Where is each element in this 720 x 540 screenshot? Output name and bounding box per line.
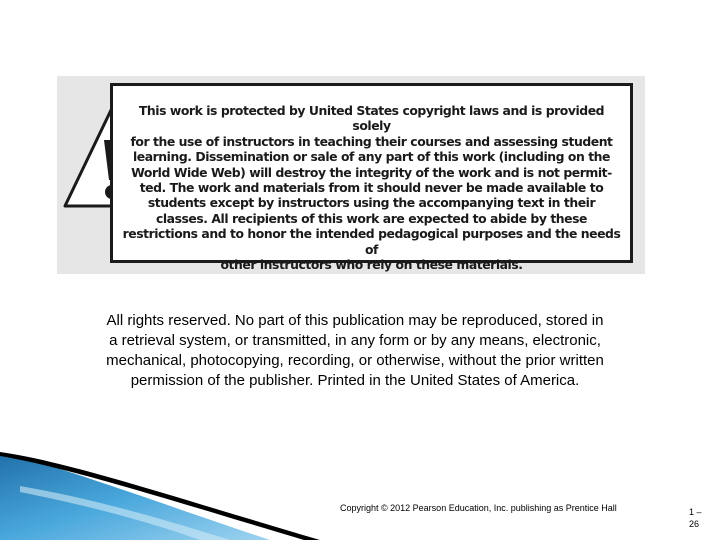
slide-number [689, 506, 709, 530]
notice-line: students except by instructors using the accompanying text in their [147, 195, 596, 211]
rights-line: mechanical, photocopying, recording, or otherwise, without the prior written [106, 352, 604, 369]
rights-line: All rights reserved. No part of this publication may be reproduced, stored in [106, 312, 604, 329]
copyright-notice-box [110, 83, 633, 273]
copyright-notice-text [113, 86, 630, 272]
copyright-footer-text: Copyright © 2012 Pearson Education, Inc. publishing as Prentice Hall [340, 503, 617, 513]
notice-line: This work is protected by United States copyright laws and is provided solely [138, 103, 605, 134]
slide-number-line: 1 – [689, 507, 702, 517]
corner-swoosh-graphic [0, 452, 330, 540]
slide-number-line: 26 [689, 519, 700, 529]
rights-line: a retrieval system, or transmitted, in any form or by any means, electronic, [109, 332, 601, 349]
rights-reserved-text [58, 311, 652, 391]
notice-line: ted. The work and materials from it should never be made available to [139, 180, 604, 196]
notice-line: for the use of instructors in teaching their courses and assessing student [130, 133, 613, 149]
copyright-notice-panel [57, 76, 645, 274]
notice-line: learning. Dissemination or sale of any part of this work (including on the [132, 149, 611, 165]
rights-line: permission of the publisher. Printed in the United States of America. [130, 372, 580, 389]
notice-line: World Wide Web) will destroy the integrity of the work and is not permit- [131, 164, 612, 180]
notice-line: restrictions and to honor the intended pedagogical purposes and the needs of [122, 226, 621, 257]
notice-line: other instructors who rely on these materials. [220, 257, 523, 273]
notice-line: classes. All recipients of this work are expected to abide by these [155, 210, 588, 226]
